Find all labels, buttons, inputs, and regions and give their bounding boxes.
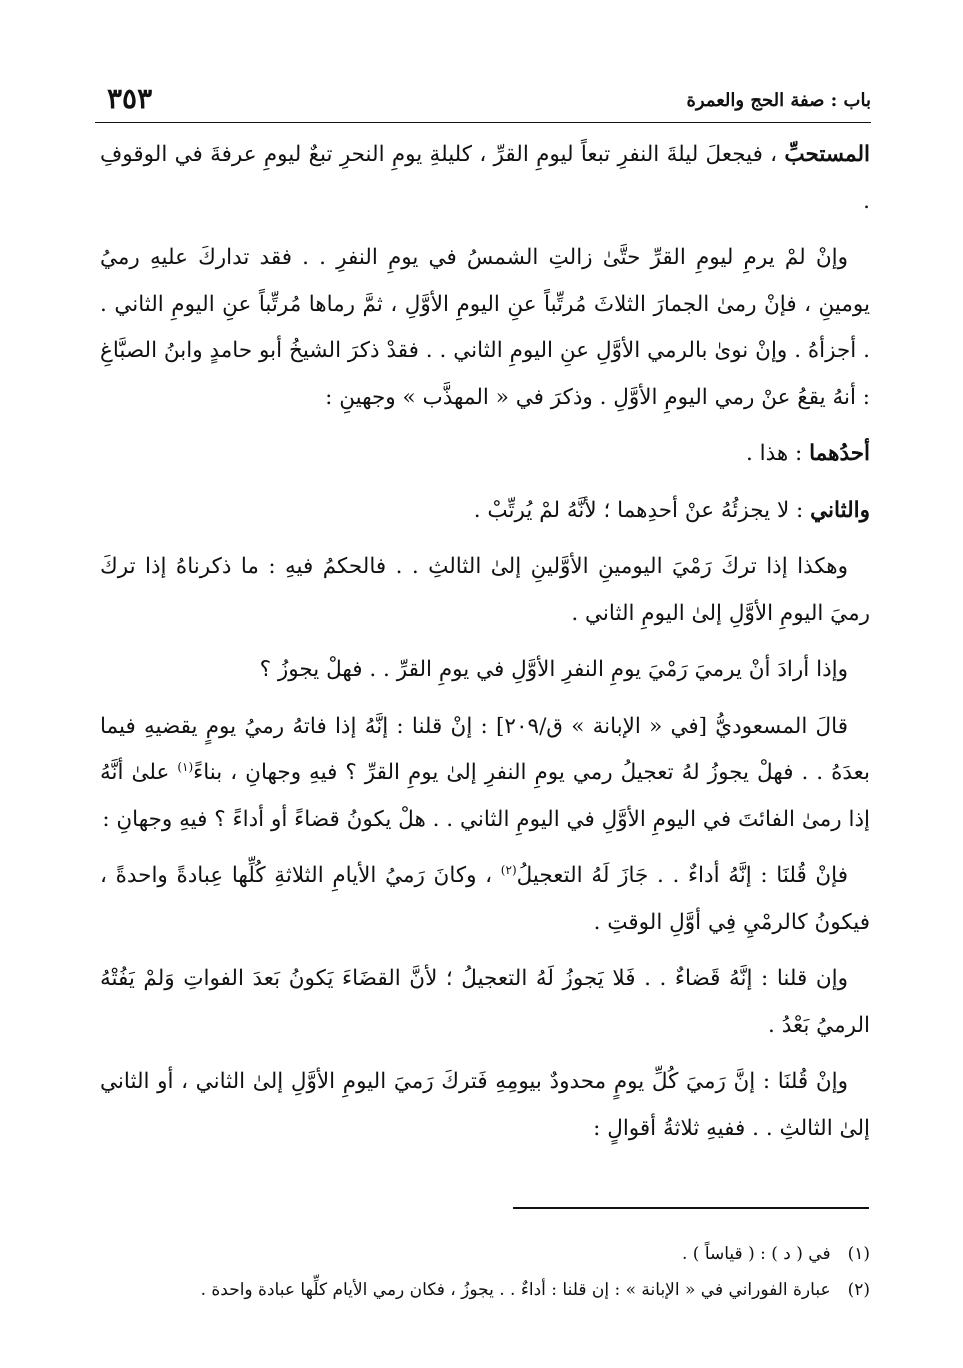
footnote-1-number: (١) xyxy=(847,1244,870,1264)
page-number: ٣٥٣ xyxy=(107,82,153,115)
paragraph-5: وهكذا إذا تركَ رَمْيَ اليومينِ الأوَّلينِ إلىٰ الثالثِ . . فالحكمُ فيهِ : ما ذكرناهُ إذا تركَ رميَ اليومِ الأوَّلِ إلىٰ اليومِ الثاني . xyxy=(100,554,870,626)
footnotes xyxy=(100,1236,870,1308)
footnote-separator xyxy=(513,1207,869,1209)
paragraph-3 xyxy=(100,431,870,478)
paragraph-7 xyxy=(100,704,870,844)
paragraph-7-text-a: قالَ المسعوديُّ [في « الإبانة » ق/٢٠٩] : إنْ قلنا : إنَّهُ إذا فاتهُ رميُ يومٍ يقضيهِ فيما بعدَهُ . . فهلْ يجوزُ لهُ تعجيلُ رمي يومِ النفرِ إلىٰ يومِ القرِّ ؟ فيهِ وجهانِ ، بناءً xyxy=(100,713,870,785)
footnote-2-number: (٢) xyxy=(847,1280,870,1300)
paragraph-7-text-b: علىٰ أنَّهُ إذا رمىٰ الفائتَ في اليومِ الأوَّلِ في اليومِ الثاني . . هلْ يكونُ قضاءً أو أداءً ؟ فيهِ وجهانِ : xyxy=(100,760,870,832)
main-text xyxy=(100,132,870,1162)
footnote-ref-2: (٢) xyxy=(500,862,517,877)
paragraph-6: وإذا أرادَ أنْ يرميَ رَمْيَ يومِ النفرِ الأوَّلِ في يومِ القرِّ . . فهلْ يجوزُ ؟ xyxy=(259,657,848,682)
footnote-2-text: عبارة الفوراني في « الإبانة » : إن قلنا : أداءٌ . . يجوزُ ، فكان رمي الأيام كلِّها عبادة واحدة . xyxy=(200,1280,831,1300)
paragraph-8-text-b: ، وكانَ رَميُ الأيامِ الثلاثةِ كُلِّها عِبادةً واحدةً ، فيكونُ كالرمْيِ فِي أوَّلِ الوقتِ . xyxy=(100,863,870,935)
paragraph-4-lead: والثاني xyxy=(810,497,870,523)
paragraph-1 xyxy=(100,132,870,225)
header-rule xyxy=(95,122,871,123)
paragraph-4 xyxy=(100,488,870,535)
paragraph-1-lead: المستحبِّ xyxy=(784,142,870,167)
paragraph-2: وإنْ لمْ يرمِ ليومِ القرِّ حتَّىٰ زالتِ الشمسُ في يومِ النفرِ . . فقد تداركَ عليهِ رميُ يومينِ ، فإنْ رمىٰ الجمارَ الثلاثَ مُرتِّباً عنِ اليومِ الأوَّلِ ، ثمَّ رماها مُرتِّباً عنِ اليومِ الثاني . . أجزأهُ . وإنْ نوىٰ بالرمي الأوَّلِ عنِ اليومِ الثاني . . فقدْ ذكرَ الشيخُ أبو حامدٍ وابنُ الصبَّاغِ : أنهُ يقعُ عنْ رمي اليومِ الأوَّلِ . وذكرَ في « المهذَّب » وجهينِ : xyxy=(100,245,870,410)
running-title: باب : صفة الحج والعمرة xyxy=(686,90,871,111)
paragraph-8 xyxy=(100,853,870,946)
paragraph-1-text: ، فيجعلَ ليلةَ النفرِ تبعاً ليومِ القرِّ ، كليلةِ يومِ النحرِ تبعٌ ليومِ عرفةَ في الوقوفِ . xyxy=(100,142,870,214)
footnote-ref-1: (١) xyxy=(177,759,194,774)
paragraph-4-text: : لا يجزئُهُ عنْ أحدِهما ؛ لأنَّهُ لمْ يُرتِّبْ . xyxy=(473,497,811,523)
footnote-2 xyxy=(100,1272,870,1308)
footnote-1 xyxy=(100,1236,870,1272)
paragraph-3-text: : هذا . xyxy=(745,441,810,466)
paragraph-10: وإنْ قُلنَا : إنَّ رَميَ كُلِّ يومٍ محدودٌ بيومِهِ فَتركَ رَميَ اليومِ الأوَّلِ إلىٰ الثاني ، أو الثاني إلىٰ الثالثِ . . ففيهِ ثلاثةُ أقوالٍ : xyxy=(100,1069,870,1141)
paragraph-3-lead: أحدُهما xyxy=(809,441,870,466)
paragraph-9: وإن قلنا : إنَّهُ قَضاءٌ . . فَلا يَجوزُ لَهُ التعجيلُ ؛ لأنَّ القضَاءَ يَكونُ بَعدَ الفواتِ وَلمْ يَفُتْهُ الرميُ بَعْدُ . xyxy=(100,966,870,1038)
paragraph-8-text-a: فإنْ قُلنَا : إنَّهُ أداءٌ . . جَازَ لَهُ التعجيلُ xyxy=(516,863,849,888)
footnote-1-text: في ( د ) : ( قياساً ) . xyxy=(681,1244,831,1264)
page-header xyxy=(95,82,871,122)
